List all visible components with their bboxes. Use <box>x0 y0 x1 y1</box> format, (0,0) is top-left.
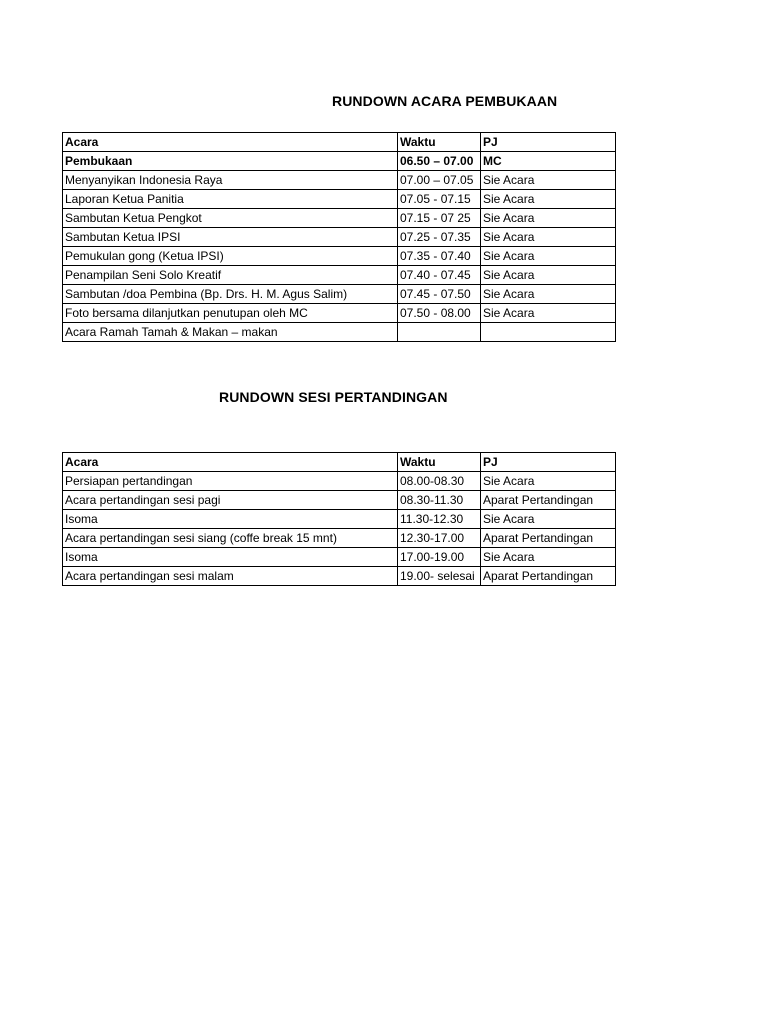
cell-waktu: 07.00 – 07.05 <box>398 171 481 190</box>
cell-pj: Aparat Pertandingan <box>481 529 616 548</box>
match-session-rundown-table <box>62 452 616 586</box>
cell-acara: Penampilan Seni Solo Kreatif <box>63 266 398 285</box>
cell-waktu <box>398 323 481 342</box>
header-pj: PJ <box>481 453 616 472</box>
table-header-row <box>63 133 616 152</box>
cell-pj: Aparat Pertandingan <box>481 567 616 586</box>
header-waktu: Waktu <box>398 133 481 152</box>
cell-pj: Sie Acara <box>481 247 616 266</box>
cell-pj: Sie Acara <box>481 510 616 529</box>
cell-pj: Sie Acara <box>481 228 616 247</box>
cell-waktu: 17.00-19.00 <box>398 548 481 567</box>
cell-pj: Aparat Pertandingan <box>481 491 616 510</box>
opening-rundown-title: RUNDOWN ACARA PEMBUKAAN <box>332 93 558 109</box>
cell-pj: Sie Acara <box>481 304 616 323</box>
cell-acara: Sambutan Ketua Pengkot <box>63 209 398 228</box>
cell-pj: Sie Acara <box>481 548 616 567</box>
cell-acara: Acara pertandingan sesi pagi <box>63 491 398 510</box>
table-header-row <box>63 453 616 472</box>
cell-waktu: 07.40 - 07.45 <box>398 266 481 285</box>
table-row <box>63 190 616 209</box>
cell-waktu: 07.05 - 07.15 <box>398 190 481 209</box>
cell-acara: Pembukaan <box>63 152 398 171</box>
table-row <box>63 323 616 342</box>
cell-acara: Pemukulan gong (Ketua IPSI) <box>63 247 398 266</box>
cell-waktu: 07.50 - 08.00 <box>398 304 481 323</box>
cell-acara: Isoma <box>63 548 398 567</box>
cell-acara: Sambutan /doa Pembina (Bp. Drs. H. M. Agus Salim) <box>63 285 398 304</box>
table-row <box>63 472 616 491</box>
cell-acara: Foto bersama dilanjutkan penutupan oleh MC <box>63 304 398 323</box>
cell-waktu: 07.15 - 07 25 <box>398 209 481 228</box>
cell-acara: Isoma <box>63 510 398 529</box>
match-session-rundown-title: RUNDOWN SESI PERTANDINGAN <box>219 389 448 405</box>
cell-waktu: 19.00- selesai <box>398 567 481 586</box>
cell-waktu: 08.00-08.30 <box>398 472 481 491</box>
header-acara: Acara <box>63 133 398 152</box>
header-waktu: Waktu <box>398 453 481 472</box>
cell-pj: Sie Acara <box>481 266 616 285</box>
table-row <box>63 152 616 171</box>
header-pj: PJ <box>481 133 616 152</box>
table-row <box>63 529 616 548</box>
cell-acara: Acara Ramah Tamah & Makan – makan <box>63 323 398 342</box>
table-row <box>63 285 616 304</box>
table-row <box>63 228 616 247</box>
table-row <box>63 548 616 567</box>
header-acara: Acara <box>63 453 398 472</box>
opening-rundown-table <box>62 132 616 342</box>
table-row <box>63 247 616 266</box>
table-row <box>63 491 616 510</box>
table-row <box>63 171 616 190</box>
cell-acara: Acara pertandingan sesi malam <box>63 567 398 586</box>
cell-acara: Sambutan Ketua IPSI <box>63 228 398 247</box>
table-row <box>63 304 616 323</box>
cell-waktu: 08.30-11.30 <box>398 491 481 510</box>
cell-acara: Persiapan pertandingan <box>63 472 398 491</box>
table-row <box>63 567 616 586</box>
cell-waktu: 07.25 - 07.35 <box>398 228 481 247</box>
table-row <box>63 510 616 529</box>
cell-acara: Menyanyikan Indonesia Raya <box>63 171 398 190</box>
cell-pj <box>481 323 616 342</box>
table-row <box>63 266 616 285</box>
cell-pj: Sie Acara <box>481 472 616 491</box>
cell-waktu: 06.50 – 07.00 <box>398 152 481 171</box>
cell-pj: Sie Acara <box>481 209 616 228</box>
cell-waktu: 11.30-12.30 <box>398 510 481 529</box>
table-row <box>63 209 616 228</box>
cell-acara: Laporan Ketua Panitia <box>63 190 398 209</box>
cell-acara: Acara pertandingan sesi siang (coffe break 15 mnt) <box>63 529 398 548</box>
cell-pj: Sie Acara <box>481 171 616 190</box>
cell-waktu: 12.30-17.00 <box>398 529 481 548</box>
cell-pj: Sie Acara <box>481 285 616 304</box>
cell-pj: MC <box>481 152 616 171</box>
cell-waktu: 07.45 - 07.50 <box>398 285 481 304</box>
cell-waktu: 07.35 - 07.40 <box>398 247 481 266</box>
cell-pj: Sie Acara <box>481 190 616 209</box>
